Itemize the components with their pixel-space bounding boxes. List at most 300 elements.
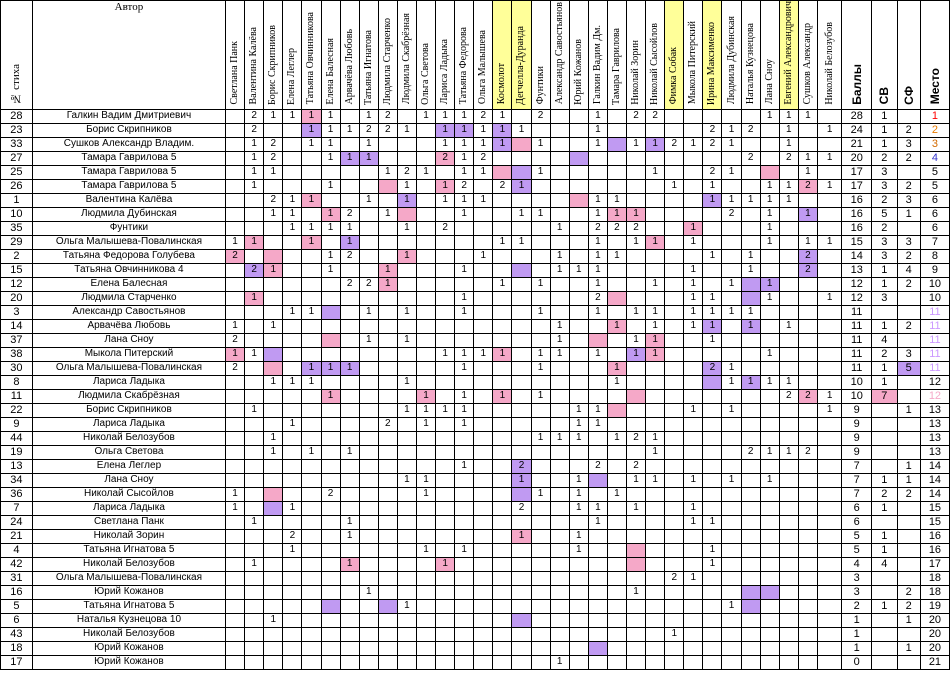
vote-cell xyxy=(665,207,684,221)
vote-cell xyxy=(627,179,646,193)
vote-cell xyxy=(302,179,321,193)
vote-cell xyxy=(741,291,760,305)
vote-cell: 1 xyxy=(646,473,665,487)
table-row xyxy=(1,263,950,277)
vote-cell xyxy=(416,655,435,669)
place-cell: 20 xyxy=(920,641,949,655)
vote-cell xyxy=(627,641,646,655)
vote-cell: 1 xyxy=(359,333,378,347)
vote-cell xyxy=(378,543,397,557)
vote-cell xyxy=(817,347,841,361)
vote-cell: 1 xyxy=(321,179,340,193)
vote-cell xyxy=(397,627,416,641)
sf-cell xyxy=(897,431,920,445)
author-name: Ольга Светова xyxy=(32,445,225,459)
vote-cell: 1 xyxy=(760,473,779,487)
vote-cell xyxy=(455,571,474,585)
vote-cell xyxy=(646,655,665,669)
vote-cell: 1 xyxy=(588,305,607,319)
vote-cell xyxy=(474,459,493,473)
sf-cell xyxy=(897,417,920,431)
sv-cell: 2 xyxy=(872,347,897,361)
vote-cell xyxy=(245,473,264,487)
score-cell: 10 xyxy=(842,389,872,403)
vote-cell: 1 xyxy=(684,221,703,235)
vote-cell xyxy=(703,641,722,655)
vote-cell xyxy=(359,417,378,431)
vote-cell xyxy=(741,487,760,501)
vote-cell xyxy=(340,319,359,333)
vote-cell xyxy=(340,585,359,599)
poem-number: 7 xyxy=(1,501,33,515)
vote-cell: 2 xyxy=(321,487,340,501)
vote-cell xyxy=(493,319,512,333)
vote-cell xyxy=(283,389,302,403)
vote-cell: 1 xyxy=(569,543,588,557)
vote-cell xyxy=(359,291,378,305)
vote-cell xyxy=(569,361,588,375)
vote-cell xyxy=(550,277,569,291)
score-cell: 11 xyxy=(842,333,872,347)
score-cell: 11 xyxy=(842,305,872,319)
vote-cell xyxy=(798,319,817,333)
header-voter-label: Дегчелла-Дуранда xyxy=(515,25,527,105)
header-total-label: Баллы xyxy=(849,63,864,105)
vote-cell: 1 xyxy=(588,501,607,515)
header-voter-label: Ольга Светова xyxy=(420,42,432,105)
vote-cell xyxy=(684,655,703,669)
vote-cell xyxy=(722,501,741,515)
vote-cell xyxy=(512,263,531,277)
score-cell: 1 xyxy=(842,613,872,627)
sv-cell xyxy=(872,641,897,655)
vote-cell xyxy=(665,515,684,529)
place-cell: 10 xyxy=(920,291,949,305)
vote-cell xyxy=(779,613,798,627)
vote-cell xyxy=(474,557,493,571)
vote-cell xyxy=(760,417,779,431)
vote-cell xyxy=(684,641,703,655)
vote-cell: 2 xyxy=(798,179,817,193)
vote-cell xyxy=(436,459,455,473)
vote-cell xyxy=(226,445,245,459)
vote-cell xyxy=(340,571,359,585)
vote-cell xyxy=(302,347,321,361)
vote-cell xyxy=(703,263,722,277)
vote-cell: 1 xyxy=(378,263,397,277)
vote-cell xyxy=(226,165,245,179)
vote-cell: 1 xyxy=(226,235,245,249)
vote-cell xyxy=(607,263,626,277)
vote-cell xyxy=(455,445,474,459)
vote-cell xyxy=(512,277,531,291)
vote-cell xyxy=(741,235,760,249)
vote-cell xyxy=(646,291,665,305)
vote-cell xyxy=(531,375,550,389)
vote-cell: 1 xyxy=(760,347,779,361)
vote-cell xyxy=(359,389,378,403)
vote-cell xyxy=(760,151,779,165)
score-cell: 1 xyxy=(842,627,872,641)
vote-cell xyxy=(226,263,245,277)
vote-cell xyxy=(302,473,321,487)
sv-cell: 4 xyxy=(872,333,897,347)
sv-cell: 1 xyxy=(872,473,897,487)
place-cell: 15 xyxy=(920,501,949,515)
vote-cell: 1 xyxy=(302,305,321,319)
vote-cell xyxy=(397,487,416,501)
vote-cell xyxy=(359,571,378,585)
vote-cell xyxy=(722,235,741,249)
vote-cell xyxy=(684,445,703,459)
vote-cell: 1 xyxy=(760,375,779,389)
vote-cell: 1 xyxy=(245,235,264,249)
sf-cell: 1 xyxy=(897,613,920,627)
vote-cell: 1 xyxy=(588,263,607,277)
vote-cell xyxy=(550,515,569,529)
place-cell: 9 xyxy=(920,263,949,277)
vote-cell: 1 xyxy=(493,123,512,137)
vote-cell xyxy=(646,599,665,613)
vote-cell xyxy=(264,515,283,529)
vote-cell xyxy=(627,515,646,529)
vote-cell xyxy=(665,501,684,515)
vote-cell xyxy=(741,627,760,641)
vote-cell xyxy=(741,459,760,473)
header-voter-label: Фунтики xyxy=(534,66,546,105)
vote-cell xyxy=(550,501,569,515)
vote-cell: 2 xyxy=(588,291,607,305)
vote-cell xyxy=(416,235,435,249)
header-voter xyxy=(531,1,550,110)
vote-cell: 1 xyxy=(455,151,474,165)
sv-cell xyxy=(872,655,897,669)
header-voter xyxy=(512,1,531,110)
vote-cell: 1 xyxy=(531,347,550,361)
vote-cell xyxy=(264,123,283,137)
vote-cell xyxy=(760,431,779,445)
vote-cell xyxy=(455,557,474,571)
vote-cell xyxy=(703,403,722,417)
vote-cell: 2 xyxy=(703,123,722,137)
vote-cell: 1 xyxy=(760,277,779,291)
vote-cell: 1 xyxy=(646,305,665,319)
vote-cell xyxy=(798,305,817,319)
vote-cell xyxy=(512,249,531,263)
vote-cell xyxy=(321,417,340,431)
score-cell: 28 xyxy=(842,109,872,123)
vote-cell xyxy=(340,487,359,501)
vote-cell xyxy=(779,333,798,347)
vote-cell: 1 xyxy=(340,151,359,165)
vote-cell xyxy=(817,641,841,655)
poem-number: 35 xyxy=(1,221,33,235)
vote-cell xyxy=(493,249,512,263)
vote-cell xyxy=(512,347,531,361)
vote-cell: 1 xyxy=(264,445,283,459)
score-cell: 0 xyxy=(842,655,872,669)
vote-cell xyxy=(416,571,435,585)
vote-cell xyxy=(340,291,359,305)
vote-cell xyxy=(627,557,646,571)
vote-cell: 1 xyxy=(455,109,474,123)
vote-cell xyxy=(703,151,722,165)
header-voter xyxy=(436,1,455,110)
vote-cell: 1 xyxy=(455,305,474,319)
vote-cell xyxy=(531,179,550,193)
vote-cell xyxy=(416,263,435,277)
vote-cell xyxy=(627,319,646,333)
header-voter xyxy=(588,1,607,110)
score-cell: 16 xyxy=(842,207,872,221)
table-row xyxy=(1,641,950,655)
vote-cell xyxy=(703,389,722,403)
table-row xyxy=(1,417,950,431)
vote-cell xyxy=(302,403,321,417)
sf-cell: 2 xyxy=(897,319,920,333)
vote-cell xyxy=(798,585,817,599)
vote-cell: 1 xyxy=(703,249,722,263)
vote-cell: 1 xyxy=(245,165,264,179)
poem-number: 34 xyxy=(1,473,33,487)
vote-cell: 1 xyxy=(703,193,722,207)
vote-cell xyxy=(321,431,340,445)
vote-cell xyxy=(684,543,703,557)
vote-cell xyxy=(321,599,340,613)
poem-number: 1 xyxy=(1,193,33,207)
vote-cell xyxy=(722,347,741,361)
vote-cell xyxy=(340,165,359,179)
vote-cell: 1 xyxy=(722,305,741,319)
vote-cell xyxy=(646,249,665,263)
vote-cell: 1 xyxy=(569,501,588,515)
vote-cell xyxy=(474,473,493,487)
score-cell: 24 xyxy=(842,123,872,137)
vote-cell xyxy=(550,557,569,571)
vote-cell xyxy=(359,529,378,543)
vote-cell: 1 xyxy=(226,319,245,333)
vote-cell xyxy=(302,389,321,403)
vote-cell xyxy=(378,641,397,655)
poem-number: 43 xyxy=(1,627,33,641)
author-name: Лариса Ладыка xyxy=(32,375,225,389)
vote-cell xyxy=(512,319,531,333)
vote-cell xyxy=(817,375,841,389)
vote-cell xyxy=(264,249,283,263)
vote-cell xyxy=(378,627,397,641)
vote-cell xyxy=(493,529,512,543)
vote-cell xyxy=(588,431,607,445)
vote-cell xyxy=(722,613,741,627)
vote-cell xyxy=(321,655,340,669)
vote-cell: 1 xyxy=(607,193,626,207)
vote-cell xyxy=(817,571,841,585)
vote-cell xyxy=(245,641,264,655)
vote-cell: 1 xyxy=(455,165,474,179)
vote-cell xyxy=(226,207,245,221)
vote-cell xyxy=(397,613,416,627)
vote-cell xyxy=(302,319,321,333)
vote-cell: 2 xyxy=(646,109,665,123)
vote-cell xyxy=(550,445,569,459)
vote-cell: 1 xyxy=(226,347,245,361)
header-voter xyxy=(283,1,302,110)
header-voter-label: Светлана Панк xyxy=(229,41,241,105)
vote-cell: 1 xyxy=(627,305,646,319)
vote-cell: 2 xyxy=(588,221,607,235)
vote-cell xyxy=(741,473,760,487)
vote-cell xyxy=(512,487,531,501)
vote-cell xyxy=(569,235,588,249)
vote-cell xyxy=(531,123,550,137)
vote-cell xyxy=(340,179,359,193)
vote-cell: 1 xyxy=(397,305,416,319)
vote-cell xyxy=(321,277,340,291)
vote-cell: 1 xyxy=(436,557,455,571)
vote-cell: 1 xyxy=(569,403,588,417)
vote-cell xyxy=(378,501,397,515)
vote-cell xyxy=(512,515,531,529)
table-row xyxy=(1,459,950,473)
poem-number: 29 xyxy=(1,235,33,249)
vote-cell: 1 xyxy=(245,137,264,151)
vote-cell xyxy=(817,515,841,529)
vote-cell: 2 xyxy=(531,109,550,123)
vote-cell xyxy=(550,389,569,403)
table-row xyxy=(1,375,950,389)
vote-cell xyxy=(493,403,512,417)
vote-cell: 2 xyxy=(264,137,283,151)
header-author-label: Автор xyxy=(114,1,144,13)
vote-cell xyxy=(245,571,264,585)
vote-cell xyxy=(512,109,531,123)
vote-cell xyxy=(722,179,741,193)
vote-cell: 2 xyxy=(340,249,359,263)
vote-cell xyxy=(665,319,684,333)
vote-cell: 1 xyxy=(436,137,455,151)
vote-cell: 1 xyxy=(531,207,550,221)
vote-cell xyxy=(665,151,684,165)
author-name: Арвачёва Любовь xyxy=(32,319,225,333)
header-voter xyxy=(302,1,321,110)
vote-cell xyxy=(397,655,416,669)
vote-cell xyxy=(416,305,435,319)
vote-cell xyxy=(531,501,550,515)
vote-cell: 2 xyxy=(474,151,493,165)
vote-cell xyxy=(493,515,512,529)
vote-cell xyxy=(569,291,588,305)
vote-cell xyxy=(264,305,283,319)
place-cell: 13 xyxy=(920,431,949,445)
vote-cell: 1 xyxy=(321,221,340,235)
vote-cell xyxy=(817,557,841,571)
vote-cell xyxy=(760,641,779,655)
vote-cell: 2 xyxy=(741,151,760,165)
vote-cell: 2 xyxy=(703,361,722,375)
vote-cell xyxy=(436,655,455,669)
vote-cell xyxy=(436,445,455,459)
poem-number: 10 xyxy=(1,207,33,221)
vote-cell xyxy=(741,361,760,375)
vote-cell xyxy=(760,487,779,501)
vote-cell xyxy=(607,557,626,571)
vote-cell xyxy=(722,263,741,277)
vote-cell xyxy=(493,585,512,599)
author-name: Людмила Дубинская xyxy=(32,207,225,221)
poem-number: 24 xyxy=(1,515,33,529)
vote-cell xyxy=(703,445,722,459)
vote-cell xyxy=(817,431,841,445)
header-voter xyxy=(416,1,435,110)
vote-cell: 1 xyxy=(321,137,340,151)
vote-cell xyxy=(722,571,741,585)
place-cell: 20 xyxy=(920,627,949,641)
table-row xyxy=(1,571,950,585)
table-row xyxy=(1,277,950,291)
vote-cell xyxy=(722,151,741,165)
score-cell: 14 xyxy=(842,249,872,263)
vote-cell xyxy=(569,459,588,473)
score-cell: 9 xyxy=(842,431,872,445)
vote-cell xyxy=(302,277,321,291)
header-voter-label: Сушков Александр xyxy=(801,23,813,105)
vote-cell xyxy=(550,109,569,123)
vote-cell xyxy=(665,263,684,277)
vote-cell xyxy=(550,571,569,585)
vote-cell xyxy=(321,585,340,599)
vote-cell xyxy=(512,375,531,389)
vote-cell: 1 xyxy=(416,543,435,557)
poem-number: 31 xyxy=(1,571,33,585)
header-voter xyxy=(722,1,741,110)
vote-cell: 1 xyxy=(760,179,779,193)
vote-cell xyxy=(646,151,665,165)
vote-cell xyxy=(340,641,359,655)
header-voter-label: Елена Леглер xyxy=(286,47,298,105)
vote-cell xyxy=(760,585,779,599)
vote-cell xyxy=(569,207,588,221)
place-cell: 14 xyxy=(920,487,949,501)
vote-cell xyxy=(817,529,841,543)
sv-cell: 1 xyxy=(872,543,897,557)
vote-cell xyxy=(397,235,416,249)
vote-cell xyxy=(378,557,397,571)
score-cell: 13 xyxy=(842,263,872,277)
vote-cell xyxy=(588,165,607,179)
vote-cell xyxy=(798,333,817,347)
score-cell: 5 xyxy=(842,543,872,557)
vote-cell: 1 xyxy=(741,319,760,333)
vote-cell xyxy=(798,361,817,375)
sf-cell xyxy=(897,655,920,669)
vote-cell xyxy=(493,165,512,179)
vote-cell xyxy=(245,305,264,319)
vote-cell xyxy=(340,137,359,151)
vote-cell xyxy=(378,361,397,375)
vote-cell xyxy=(283,445,302,459)
vote-cell xyxy=(416,557,435,571)
vote-cell xyxy=(359,361,378,375)
place-cell: 2 xyxy=(920,123,949,137)
vote-cell: 1 xyxy=(760,193,779,207)
header-voter xyxy=(321,1,340,110)
vote-cell xyxy=(607,655,626,669)
table-row xyxy=(1,529,950,543)
place-cell: 6 xyxy=(920,221,949,235)
vote-cell: 1 xyxy=(779,375,798,389)
vote-cell xyxy=(340,599,359,613)
vote-cell xyxy=(455,641,474,655)
